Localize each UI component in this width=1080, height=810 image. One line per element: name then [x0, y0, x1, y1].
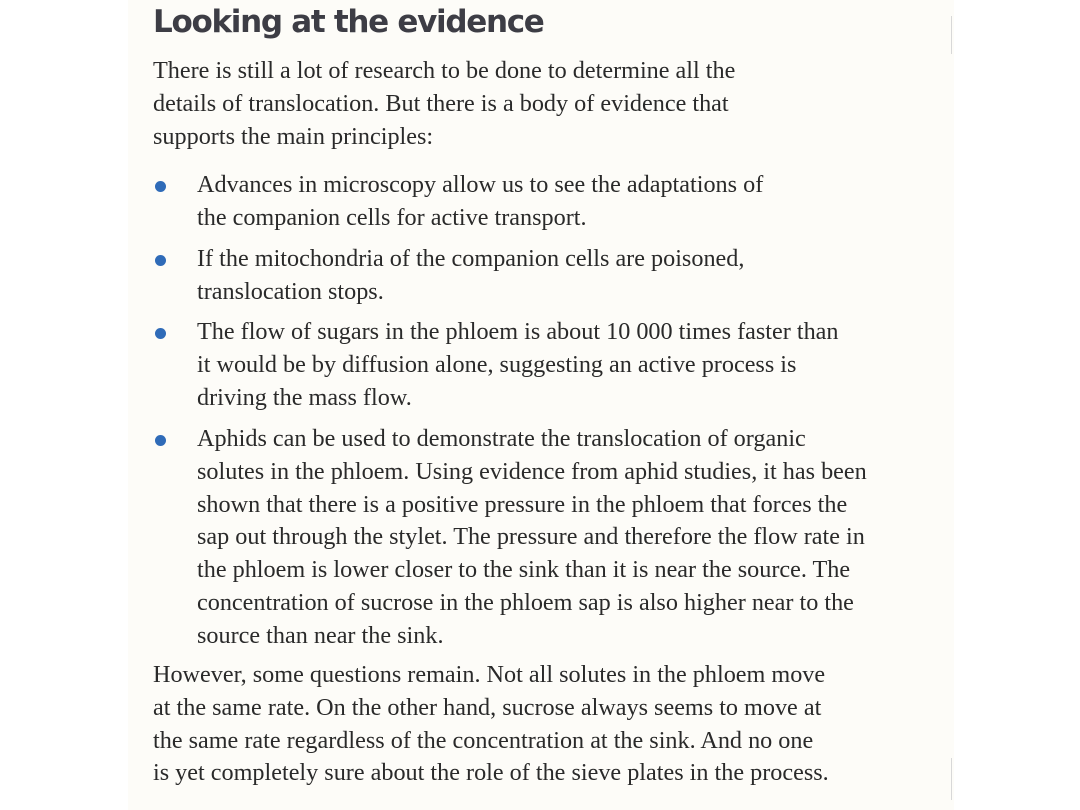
evidence-line: shown that there is a positive pressure in the phloem that forces the	[197, 490, 848, 518]
conclusion-paragraph	[153, 659, 829, 790]
conclusion-line: the same rate regardless of the concentration at the sink. And no one	[153, 726, 814, 754]
intro-line: details of translocation. But there is a body of evidence that	[153, 89, 729, 117]
bullet-icon	[155, 255, 166, 266]
evidence-text	[197, 423, 867, 653]
section-heading: Looking at the evidence	[153, 4, 544, 40]
bullet-icon	[155, 435, 166, 446]
evidence-line: The flow of sugars in the phloem is about 10 000 times faster than	[197, 318, 839, 345]
conclusion-line: is yet completely sure about the role of the sieve plates in the process.	[153, 759, 829, 787]
evidence-line: driving the mass flow.	[197, 383, 412, 411]
bullet-icon	[155, 328, 166, 339]
conclusion-line: at the same rate. On the other hand, sucrose always seems to move at	[153, 693, 822, 721]
evidence-line: concentration of sucrose in the phloem sap is also higher near to the	[197, 588, 854, 616]
evidence-line: Advances in microscopy allow us to see the adaptations of	[197, 171, 764, 198]
evidence-line: solutes in the phloem. Using evidence from aphid studies, it has been	[197, 457, 867, 485]
bullet-icon	[155, 181, 166, 192]
evidence-line: it would be by diffusion alone, suggesting an active process is	[197, 350, 797, 378]
evidence-line: sap out through the stylet. The pressure and therefore the flow rate in	[197, 523, 865, 551]
evidence-line: translocation stops.	[197, 277, 384, 305]
evidence-text	[197, 243, 744, 309]
evidence-line: If the mitochondria of the companion cells are poisoned,	[197, 245, 745, 272]
intro-line: supports the main principles:	[153, 122, 434, 150]
evidence-text	[197, 169, 763, 235]
evidence-text	[197, 316, 839, 414]
conclusion-line: However, some questions remain. Not all solutes in the phloem move	[153, 661, 826, 688]
intro-line: There is still a lot of research to be done to determine all the	[153, 57, 736, 84]
evidence-line: Aphids can be used to demonstrate the translocation of organic	[197, 425, 806, 452]
page-edge-mark	[951, 758, 952, 800]
evidence-line: the phloem is lower closer to the sink than it is near the source. The	[197, 556, 851, 584]
page-edge-mark	[951, 16, 952, 54]
intro-paragraph	[153, 55, 735, 153]
evidence-line: the companion cells for active transport.	[197, 203, 587, 231]
evidence-line: source than near the sink.	[197, 621, 444, 649]
